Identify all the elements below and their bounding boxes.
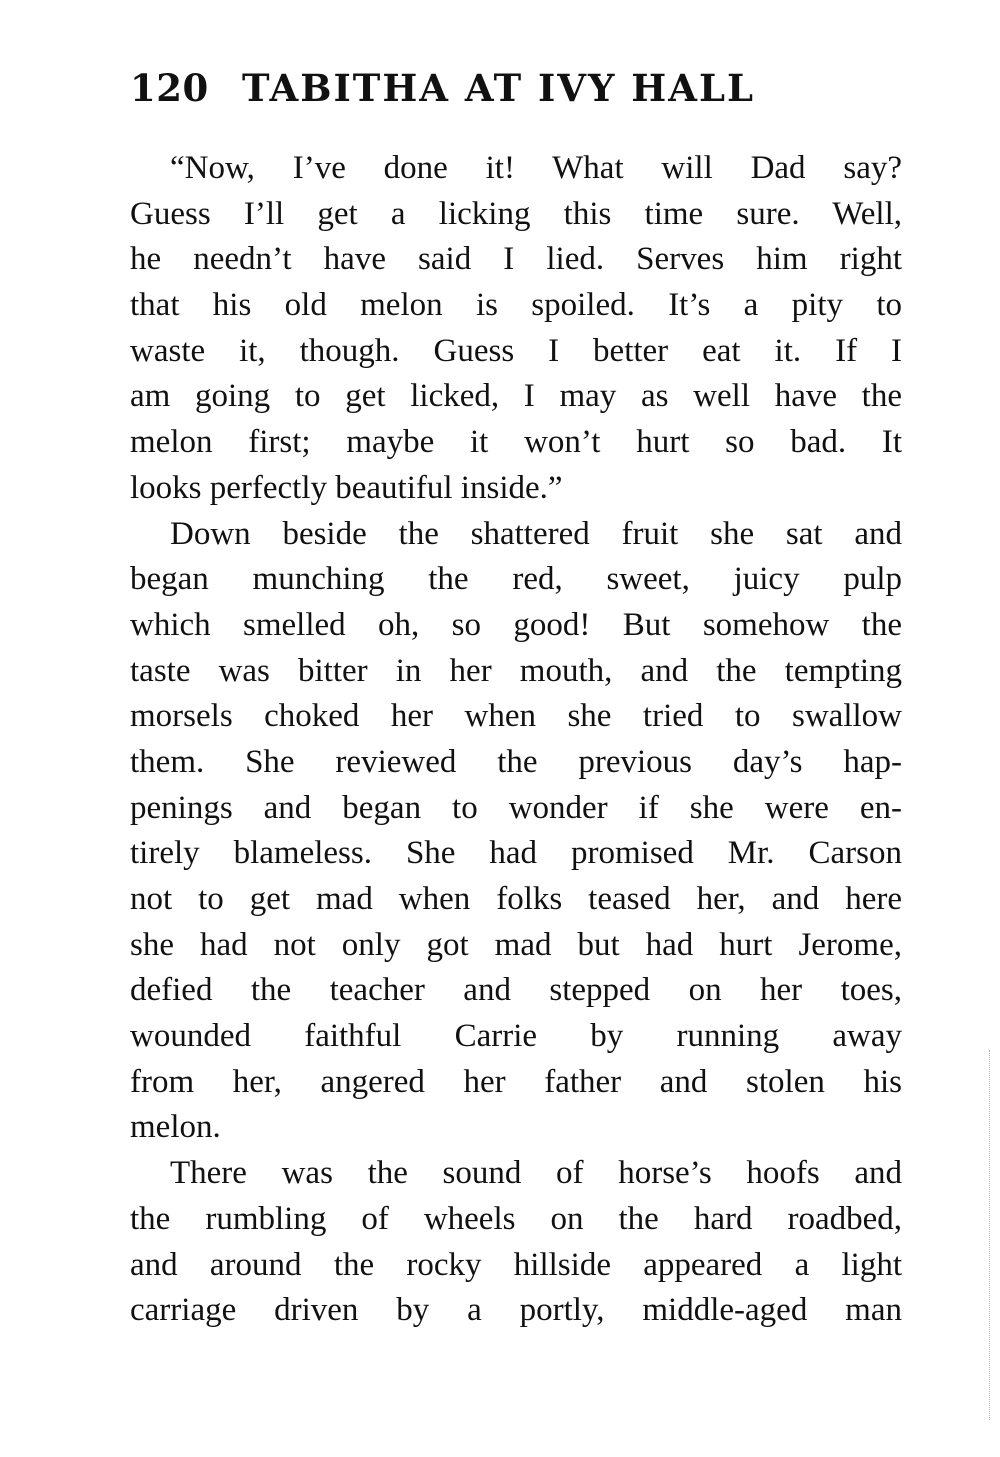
text-line: began munching the red, sweet, juicy pulp — [130, 561, 902, 598]
text-line: melon. — [130, 1109, 221, 1146]
text-line: Guess I’ll get a licking this time sure. Well, — [130, 195, 902, 232]
text-line: There was the sound of horse’s hoofs and — [170, 1155, 902, 1192]
text-line: looks perfectly beautiful inside.” — [130, 469, 563, 506]
text-line: Down beside the shattered fruit she sat and — [170, 515, 902, 552]
text-line: from her, angered her father and stolen his — [130, 1063, 902, 1100]
text-line: morsels choked her when she tried to swallow — [130, 698, 902, 735]
paragraph-1 — [130, 146, 902, 512]
paragraph-3 — [130, 1151, 902, 1334]
page-number: 120 — [130, 66, 209, 110]
text-line: “Now, I’ve done it! What will Dad say? — [170, 150, 902, 186]
text-line: she had not only got mad but had hurt Jerome, — [130, 926, 902, 963]
text-line: penings and began to wonder if she were en- — [130, 789, 902, 826]
text-line: and around the rocky hillside appeared a light — [130, 1246, 902, 1283]
text-line: waste it, though. Guess I better eat it. If I — [130, 332, 902, 369]
text-line: wounded faithful Carrie by running away — [130, 1018, 902, 1055]
text-line: which smelled oh, so good! But somehow the — [130, 606, 902, 643]
paragraph-2 — [130, 512, 902, 1152]
body-text — [130, 146, 902, 1334]
text-line: carriage driven by a portly, middle-aged man — [130, 1292, 902, 1329]
text-line: them. She reviewed the previous day’s hap- — [130, 743, 902, 780]
text-line: not to get mad when folks teased her, and here — [130, 881, 902, 917]
text-line: the rumbling of wheels on the hard roadbed, — [130, 1200, 902, 1237]
text-line: tirely blameless. She had promised Mr. Carson — [130, 835, 902, 872]
scan-edge-marks — [989, 1050, 992, 1420]
text-line: defied the teacher and stepped on her toes, — [130, 972, 902, 1009]
text-line: am going to get licked, I may as well have the — [130, 378, 902, 415]
text-line: taste was bitter in her mouth, and the tempting — [130, 652, 902, 689]
text-line: that his old melon is spoiled. It’s a pity to — [130, 287, 902, 324]
text-line: melon first; maybe it won’t hurt so bad. It — [130, 424, 902, 461]
text-line: he needn’t have said I lied. Serves him right — [130, 241, 902, 278]
running-head: TABITHA AT IVY HALL — [242, 66, 755, 110]
page-header — [130, 58, 900, 118]
